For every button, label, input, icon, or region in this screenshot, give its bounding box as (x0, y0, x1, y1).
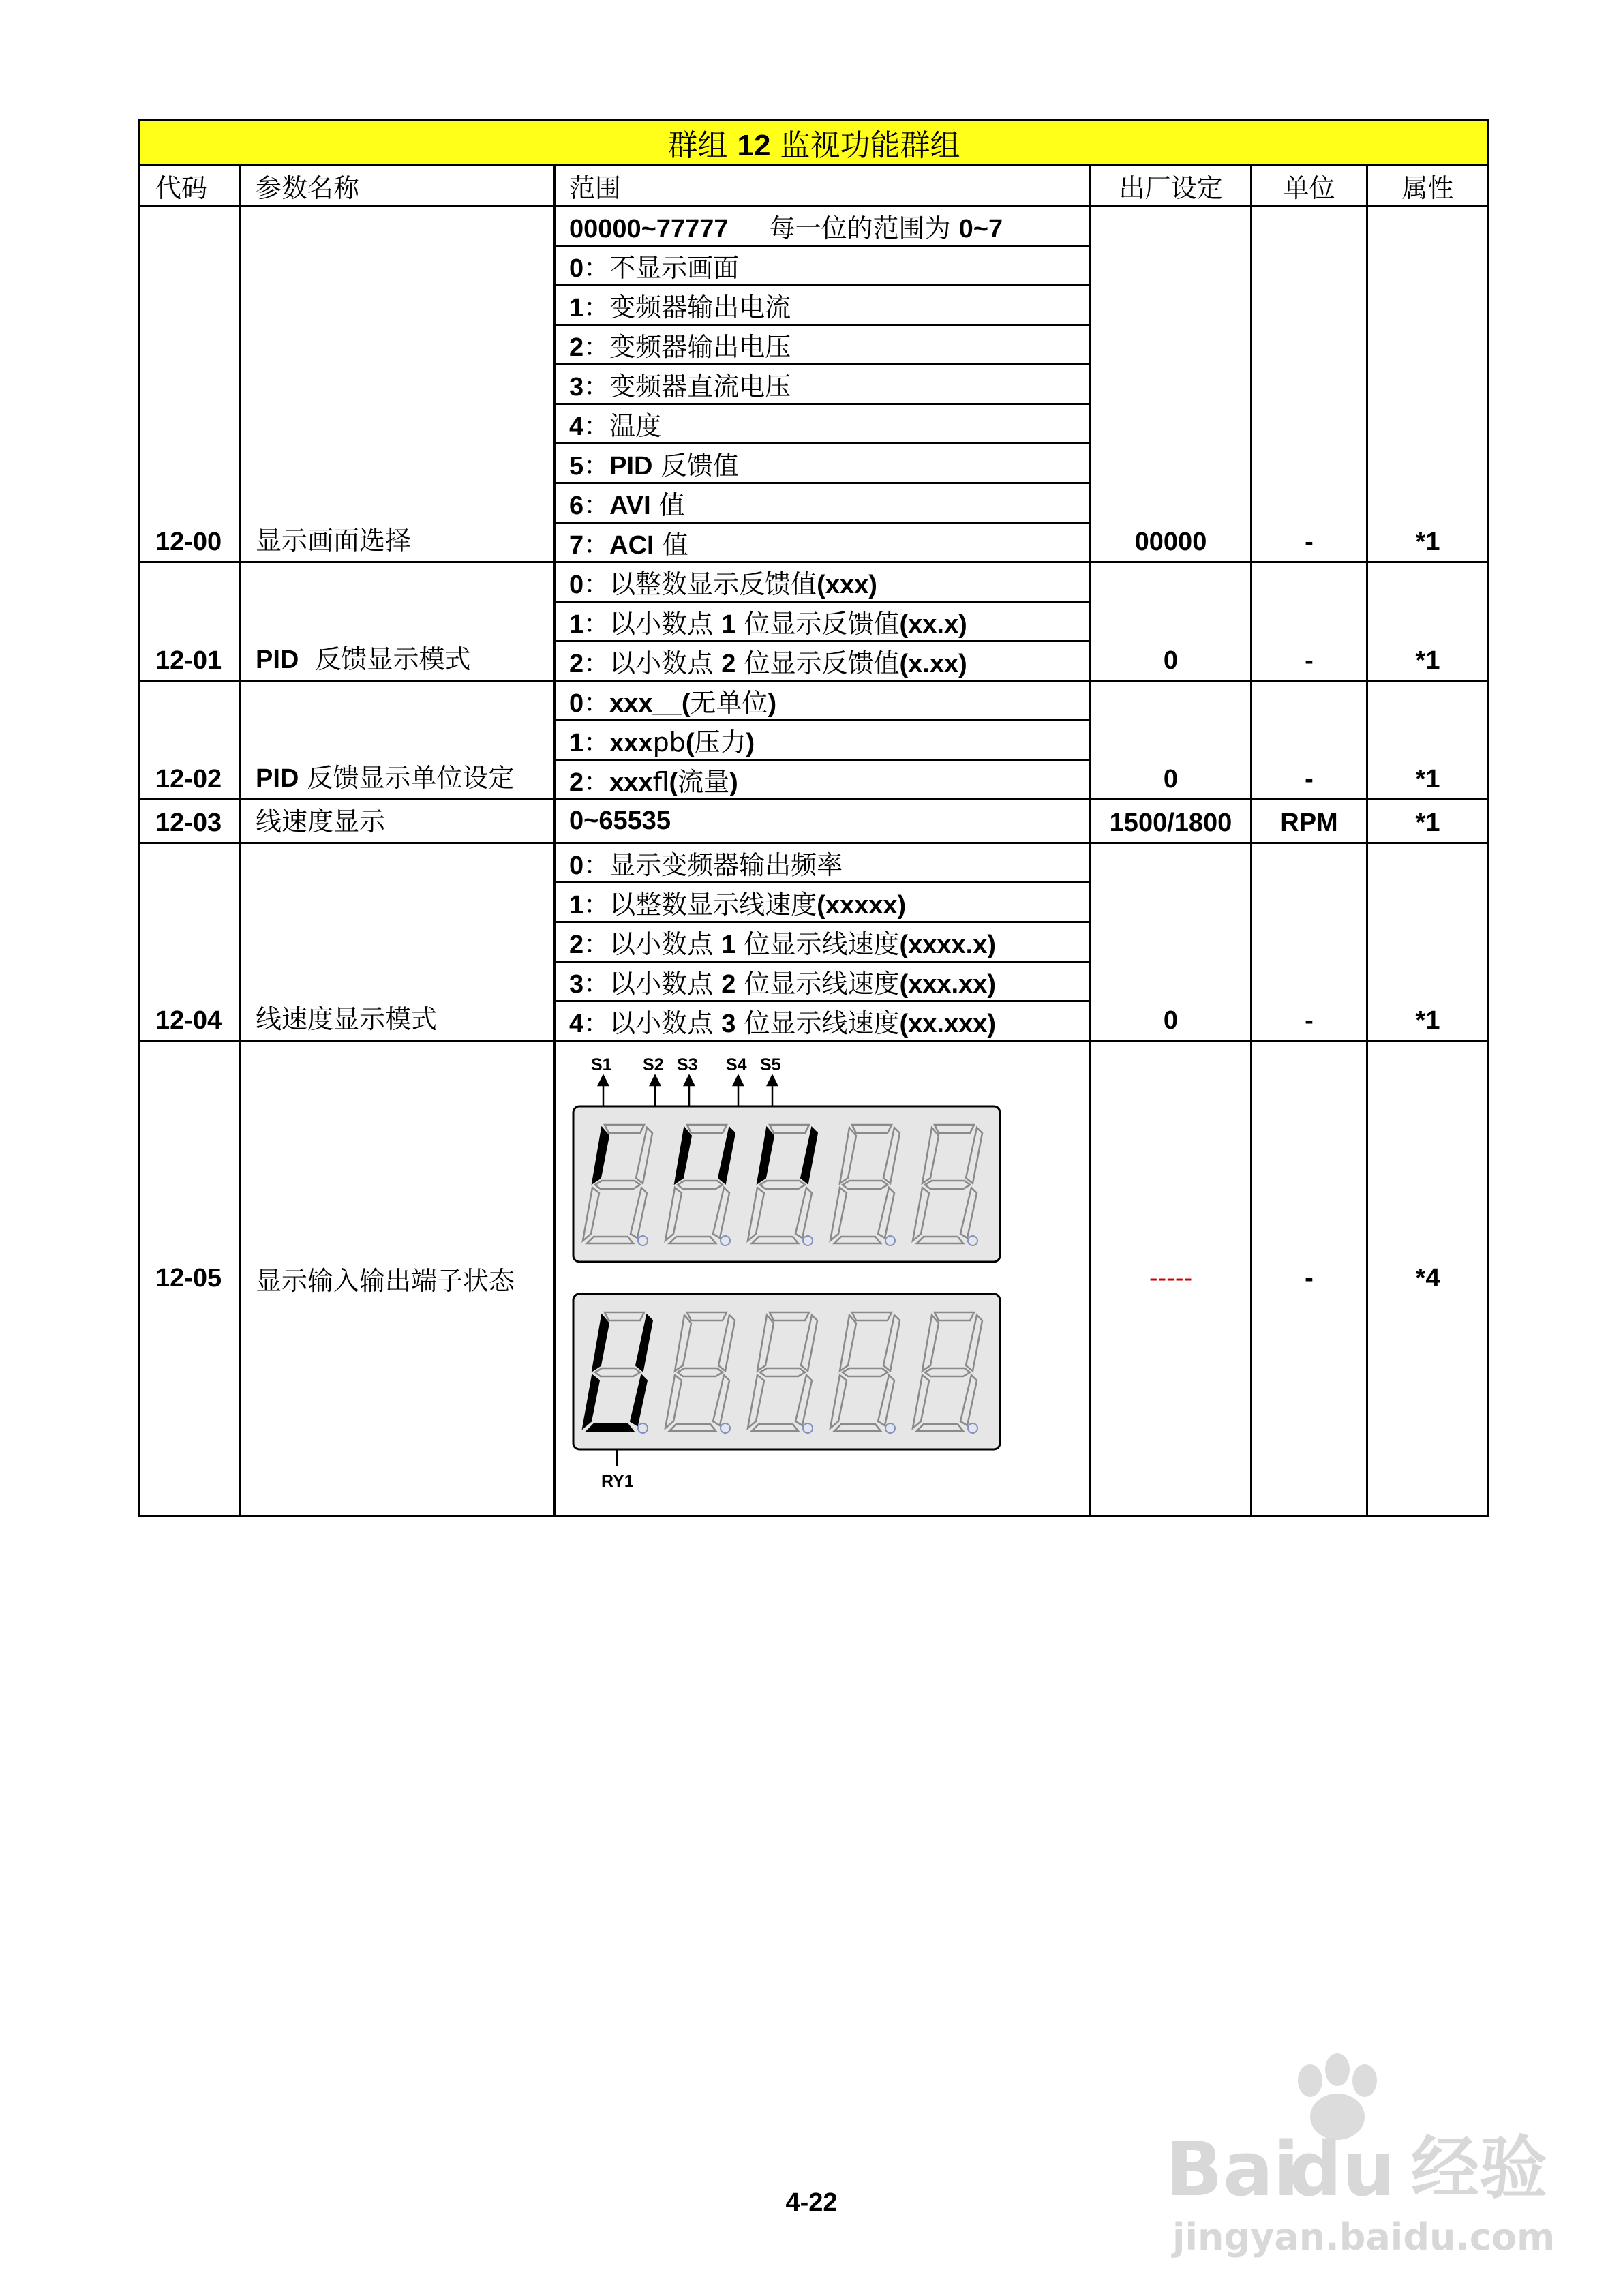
unit-value: - (1252, 681, 1367, 800)
table-row (140, 843, 1489, 883)
label-s1: S1 (591, 1055, 612, 1074)
param-name: 线速度显示 (240, 800, 555, 843)
header-unit: 单位 (1252, 166, 1367, 207)
label-s3: S3 (677, 1055, 698, 1074)
param-name: PID 反馈显示单位设定 (240, 681, 555, 800)
table-row (140, 562, 1489, 602)
range-option: 2：以小数点 2 位显示反馈值(x.xx) (555, 641, 1091, 681)
table-title: 群组 12 监视功能群组 (140, 120, 1489, 166)
unit-value: - (1252, 1041, 1367, 1517)
factory-value: 0 (1091, 681, 1252, 800)
factory-value: 00000 (1091, 207, 1252, 562)
table-row (140, 800, 1489, 843)
range-option: 0：xxx__(无单位) (555, 681, 1091, 721)
range-option: 3：以小数点 2 位显示线速度(xxx.xx) (555, 962, 1091, 1001)
range-option: 2：xxxfl(流量) (555, 760, 1091, 800)
range-option: 6：AVI 值 (555, 483, 1091, 523)
watermark-brand: Bai (1166, 2126, 1299, 2213)
unit-value: - (1252, 843, 1367, 1041)
range-option: 0：以整数显示反馈值(xxx) (555, 562, 1091, 602)
param-code: 12-02 (140, 681, 240, 800)
unit-value: - (1252, 207, 1367, 562)
header-range: 范围 (555, 166, 1091, 207)
range-option: 1：以小数点 1 位显示反馈值(xx.x) (555, 602, 1091, 641)
header-code: 代码 (140, 166, 240, 207)
range-option: 3：变频器直流电压 (555, 365, 1091, 404)
range-option: 1：变频器输出电流 (555, 286, 1091, 325)
factory-value: 1500/1800 (1091, 800, 1252, 843)
parameter-table (138, 119, 1489, 1517)
attr-value: *1 (1367, 207, 1489, 562)
range-option: 2：变频器输出电压 (555, 325, 1091, 365)
param-name: 显示输入输出端子状态 (240, 1041, 555, 1517)
factory-value: 0 (1091, 843, 1252, 1041)
param-code: 12-05 (140, 1041, 240, 1517)
range-option: 7：ACI 值 (555, 523, 1091, 562)
factory-value: 0 (1091, 562, 1252, 681)
param-code: 12-04 (140, 843, 240, 1041)
page-number: 4-22 (785, 2188, 838, 2217)
range-option: 1：以整数显示线速度(xxxxx) (555, 883, 1091, 922)
attr-value: *1 (1367, 681, 1489, 800)
seven-segment-display-diagram (556, 1042, 1087, 1509)
param-name: PID 反馈显示模式 (240, 562, 555, 681)
segment-d (587, 1424, 633, 1431)
param-code: 12-03 (140, 800, 240, 843)
attr-value: *1 (1367, 843, 1489, 1041)
label-ry1: RY1 (601, 1472, 634, 1491)
range-value: 0~65535 (555, 800, 1091, 843)
range-option: 4：以小数点 3 位显示线速度(xx.xxx) (555, 1001, 1091, 1041)
attr-value: *1 (1367, 800, 1489, 843)
range-header: 00000~77777 每一位的范围为 0~7 (555, 207, 1091, 246)
param-name: 显示画面选择 (240, 207, 555, 562)
header-name: 参数名称 (240, 166, 555, 207)
watermark-brand2: du (1288, 2126, 1396, 2213)
table-row (140, 1041, 1489, 1517)
watermark-cn: 经验 (1411, 2128, 1547, 2208)
table-row (140, 681, 1489, 721)
range-option: 5：PID 反馈值 (555, 444, 1091, 483)
param-name: 线速度显示模式 (240, 843, 555, 1041)
label-s2: S2 (643, 1055, 664, 1074)
header-factory: 出厂设定 (1091, 166, 1252, 207)
range-option: 0：不显示画面 (555, 246, 1091, 286)
range-option: 4：温度 (555, 404, 1091, 444)
range-option: 0：显示变频器输出频率 (555, 843, 1091, 883)
table-row (140, 207, 1489, 246)
factory-value: ----- (1091, 1041, 1252, 1517)
range-option: 2：以小数点 1 位显示线速度(xxxx.x) (555, 922, 1091, 962)
attr-value: *1 (1367, 562, 1489, 681)
param-code: 12-01 (140, 562, 240, 681)
label-s4: S4 (726, 1055, 747, 1074)
header-attr: 属性 (1367, 166, 1489, 207)
unit-value: - (1252, 562, 1367, 681)
watermark (1159, 2045, 1595, 2263)
terminal-status-diagram (555, 1041, 1091, 1517)
label-s5: S5 (760, 1055, 781, 1074)
param-code: 12-00 (140, 207, 240, 562)
attr-value: *4 (1367, 1041, 1489, 1517)
unit-value: RPM (1252, 800, 1367, 843)
watermark-url: jingyan.baidu.com (1172, 2216, 1556, 2259)
range-option: 1：xxxpb(压力) (555, 721, 1091, 760)
header-row (140, 166, 1489, 207)
